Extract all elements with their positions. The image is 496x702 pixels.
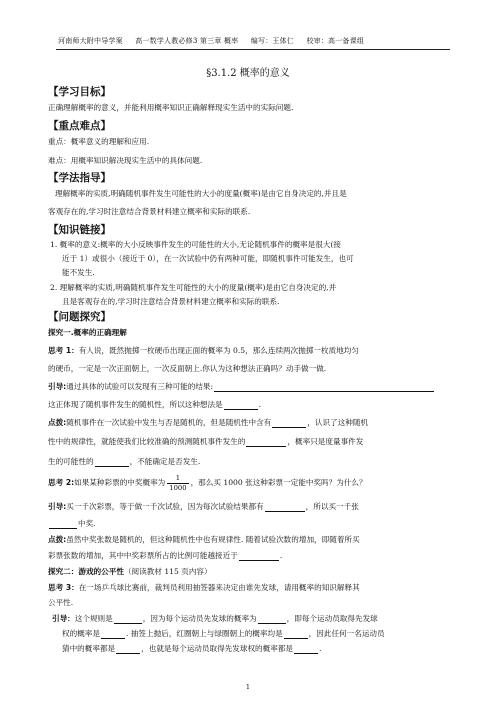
question-3-line2: 公平性. (48, 598, 74, 607)
page-header (58, 36, 442, 46)
guide-3-line2 (62, 628, 472, 639)
answer-blank[interactable] (294, 645, 318, 654)
question-3-text: 在一场乒乓球比赛前，裁判员利用抽签器来决定由谁先发球，请用概率的知识解释其 (78, 583, 360, 592)
guide-3-line3 (62, 643, 472, 654)
answer-blank[interactable] (265, 503, 305, 512)
point-1-line2 (48, 436, 458, 447)
guide-3-text-2c: ，因此任何一名运动员 (308, 629, 385, 638)
guide-1-line1 (48, 381, 458, 392)
answer-blank[interactable] (214, 383, 434, 392)
explore-part2-label: 探究二：游戏的公平性 (48, 567, 124, 576)
guide-3-text-2a: 权的概率是 (62, 629, 100, 638)
links-item1-line3: 能不发生. (62, 268, 95, 277)
question-3-label: 思考 3： (48, 583, 79, 592)
point-1-line1 (48, 417, 458, 428)
header-course: 高一数学人教必修3 第三章 概率 (135, 37, 239, 45)
question-2-line (48, 472, 458, 494)
guide-1-text: 通过具体的试验可以发现有三种可能的结果: (66, 382, 214, 391)
guide-3-text-2b: . 抽签上抛后，红圈朝上与绿圈朝上的概率均是 (125, 629, 283, 638)
point-1-line3 (48, 456, 458, 467)
fraction-numerator: 1 (167, 474, 188, 484)
answer-blank[interactable] (272, 419, 306, 428)
method-line-1: 理解概率的实质,明确随机事件发生可能性的大小的度量(概率)是由它自身决定的,并且是 (55, 189, 347, 198)
links-item1-line1: 1. 概率的意义:概率的大小反映事件发生的可能性的大小,无论随机事件的概率是很大(接 (50, 240, 341, 249)
point-2-label: 点拨: (48, 535, 67, 544)
answer-blank[interactable] (101, 630, 125, 639)
fraction-denominator: 1000 (169, 483, 187, 492)
question-2-text-b: ，那么买 1000 张这种彩票一定能中奖吗？为什么？ (190, 478, 367, 487)
explore-part1-title: 探究一.概率的正确理解 (48, 328, 127, 337)
guide-2-line2 (48, 518, 458, 529)
question-1-text: 有人说，既然抛掷一枚硬币出现正面的概率为 0.5，那么连续两次抛掷一枚质地均匀 (78, 346, 359, 355)
keypoint-key: 重点：概率意义的理解和应用. (48, 137, 150, 146)
question-2-text-a: 如果某种彩票的中奖概率为 (74, 478, 166, 487)
guide-3-label: 引导： (52, 614, 75, 623)
links-item2-line2: 且是客观存在的,学习时注意结合背景材料建立概率和实际的联系. (62, 297, 280, 306)
point-2-line2 (48, 550, 458, 561)
point-2-text-2a: 彩票张数的增加，其中中奖彩票所占的比例可能越接近于 (48, 551, 238, 560)
explore-part2-note: （阅读教材 115 页内容） (123, 567, 212, 576)
point-1-label: 点拨: (48, 418, 67, 427)
guide-3-text-3a: 猜中的概率都是 (62, 644, 116, 653)
answer-blank[interactable] (239, 552, 279, 561)
header-rule (56, 49, 450, 50)
probability-fraction (167, 474, 188, 493)
links-item2-line1: 2. 理解概率的实质,明确随机事件发生可能性的大小的度量(概率)是由它自身决定的,并 (50, 283, 337, 292)
section-method-heading: 【学法指导】 (48, 172, 111, 184)
guide-1-label: 引导: (48, 382, 67, 391)
header-reviewer: 校审：高一备课组 (306, 37, 365, 45)
method-line-2: 客观存在的,学习时注意结合背景材料建立概率和实际的联系. (48, 207, 251, 216)
guide-2-line1 (48, 501, 458, 512)
question-1-line2: 的硬币，一定是一次正面朝上，一次反面朝上.你认为这种想法正确吗？动手做一做. (48, 364, 327, 373)
guide-2-text-1b: ，所以买一千张 (305, 502, 359, 511)
point-1-text-1a: 随机事件在一次试验中发生与否是随机的，但是随机性中含有 (66, 418, 272, 427)
point-2-text-2b: . (279, 551, 283, 560)
answer-blank[interactable] (284, 630, 308, 639)
question-1-line1 (48, 345, 458, 356)
answer-blank[interactable] (224, 401, 258, 410)
page-number: 1 (245, 683, 251, 691)
point-1-text-1b: ，认识了这种随机 (307, 418, 369, 427)
header-author: 编写：王体仁 (250, 37, 294, 45)
links-item1-line2: 近于 1）或很小（接近于 0），在一次试验中仍有两种可能，即随机事件可能发生，也可 (62, 254, 354, 263)
answer-blank[interactable] (116, 645, 140, 654)
answer-blank[interactable] (114, 615, 142, 624)
guide-3-text-3c: . (319, 644, 322, 653)
point-1-text-3b: ，不能确定是否发生. (129, 457, 201, 466)
header-school: 河南师大附中导学案 (58, 37, 123, 45)
question-2-label: 思考 2: (48, 478, 75, 487)
answer-blank[interactable] (246, 438, 286, 447)
point-2-text-1: 虽然中奖张数是随机的，但这种随机性中也有规律性. 随着试验次数的增加，即随着所买 (66, 535, 360, 544)
guide-2-text-2b: 中奖. (78, 519, 96, 528)
objectives-text: 正确理解概率的意义，并能利用概率知识正确解释现实生活中的实际问题. (48, 103, 294, 112)
page-title: §3.1.2 概率的意义 (206, 68, 290, 79)
point-2-line1 (48, 534, 458, 545)
guide-3-text-1b: ，因为每个运动员先发球的概率为 (142, 614, 257, 623)
guide-1-text-2b: . (258, 400, 262, 409)
question-1-label: 思考 1： (48, 346, 79, 355)
guide-1-line2 (48, 399, 458, 410)
guide-3-text-1a: 这个规则是 (74, 614, 113, 623)
point-1-text-2a: 性中的规律性，就能使我们比较准确的预测随机事件发生的 (48, 437, 246, 446)
point-1-text-2b: ，概率只是度量事件发 (287, 437, 364, 446)
guide-2-text-1a: 买一千次彩票，等于做一千次试验，因为每次试验结果都有 (66, 502, 264, 511)
answer-blank[interactable] (258, 615, 286, 624)
section-keypoints-heading: 【重点难点】 (48, 120, 111, 132)
section-explore-heading: 【问题探究】 (48, 311, 111, 323)
guide-3-line1 (52, 613, 462, 624)
section-objectives-heading: 【学习目标】 (48, 86, 111, 98)
guide-1-text-2a: 这正体现了随机事件发生的随机性，所以这种想法是 (48, 400, 223, 409)
section-links-heading: 【知识链接】 (48, 224, 111, 236)
explore-part2-title (48, 566, 458, 577)
question-3-line1 (48, 582, 458, 593)
guide-3-text-3b: ，也就是每个运动员取得先发球权的概率都是 (141, 644, 294, 653)
answer-blank[interactable] (95, 458, 129, 467)
answer-blank[interactable] (49, 520, 77, 529)
keypoint-hard: 难点：用概率知识解决现实生活中的具体问题. (48, 156, 203, 165)
guide-3-text-1c: ，即每个运动员取得先发球 (286, 614, 378, 623)
point-1-text-3a: 生的可能性的 (48, 457, 94, 466)
guide-2-label: 引导: (48, 502, 67, 511)
